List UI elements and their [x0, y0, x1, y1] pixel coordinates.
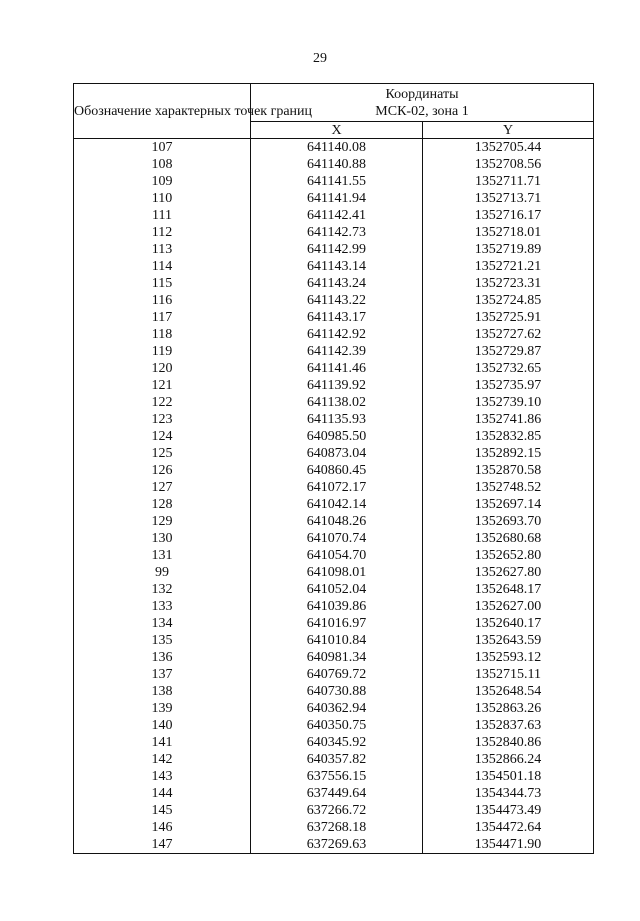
- y-coordinate-cell: 1352705.44: [423, 139, 594, 157]
- table-row: [74, 258, 594, 275]
- y-coordinate-cell: 1354472.64: [423, 819, 594, 836]
- point-id-cell: 127: [74, 479, 251, 496]
- coordinates-title: Координаты: [385, 86, 459, 102]
- table-row: [74, 649, 594, 666]
- y-coordinate-cell: 1352708.56: [423, 156, 594, 173]
- point-id-cell: 123: [74, 411, 251, 428]
- table-row: [74, 768, 594, 785]
- point-id-cell: 145: [74, 802, 251, 819]
- point-id-cell: 111: [74, 207, 251, 224]
- point-id-cell: 109: [74, 173, 251, 190]
- x-coordinate-cell: 641140.88: [251, 156, 423, 173]
- x-coordinate-cell: 641142.73: [251, 224, 423, 241]
- x-coordinate-cell: 641135.93: [251, 411, 423, 428]
- y-coordinate-cell: 1352739.10: [423, 394, 594, 411]
- table-row: [74, 190, 594, 207]
- x-coordinate-cell: 640985.50: [251, 428, 423, 445]
- table-row: [74, 683, 594, 700]
- point-id-cell: 113: [74, 241, 251, 258]
- x-coordinate-cell: 637268.18: [251, 819, 423, 836]
- x-coordinate-cell: 640345.92: [251, 734, 423, 751]
- point-id-cell: 114: [74, 258, 251, 275]
- table-row: [74, 700, 594, 717]
- x-coordinate-cell: 641054.70: [251, 547, 423, 564]
- y-coordinate-cell: 1352870.58: [423, 462, 594, 479]
- y-coordinate-cell: 1354344.73: [423, 785, 594, 802]
- y-column-header: Y: [423, 122, 594, 139]
- table-row: [74, 462, 594, 479]
- x-coordinate-cell: 641140.08: [251, 139, 423, 157]
- x-coordinate-cell: 640357.82: [251, 751, 423, 768]
- y-coordinate-cell: 1352729.87: [423, 343, 594, 360]
- point-id-cell: 147: [74, 836, 251, 854]
- table-row: [74, 224, 594, 241]
- table-row: [74, 207, 594, 224]
- point-id-cell: 129: [74, 513, 251, 530]
- point-id-cell: 141: [74, 734, 251, 751]
- table-row: [74, 156, 594, 173]
- coordinate-system: МСК-02, зона 1: [375, 103, 469, 119]
- table-row: [74, 615, 594, 632]
- point-id-cell: 142: [74, 751, 251, 768]
- point-id-cell: 119: [74, 343, 251, 360]
- y-coordinate-cell: 1352732.65: [423, 360, 594, 377]
- y-coordinate-cell: 1354471.90: [423, 836, 594, 854]
- y-coordinate-cell: 1352627.80: [423, 564, 594, 581]
- table-row: [74, 785, 594, 802]
- y-coordinate-cell: 1352725.91: [423, 309, 594, 326]
- x-coordinate-cell: 641016.97: [251, 615, 423, 632]
- y-coordinate-cell: 1352640.17: [423, 615, 594, 632]
- point-id-cell: 138: [74, 683, 251, 700]
- table-row: [74, 513, 594, 530]
- x-coordinate-cell: 641142.39: [251, 343, 423, 360]
- point-id-cell: 143: [74, 768, 251, 785]
- table-row: [74, 581, 594, 598]
- x-coordinate-cell: 640362.94: [251, 700, 423, 717]
- table-row: [74, 734, 594, 751]
- point-id-cell: 140: [74, 717, 251, 734]
- y-coordinate-cell: 1352648.54: [423, 683, 594, 700]
- y-coordinate-cell: 1352727.62: [423, 326, 594, 343]
- y-coordinate-cell: 1352721.21: [423, 258, 594, 275]
- point-id-cell: 136: [74, 649, 251, 666]
- x-coordinate-cell: 640873.04: [251, 445, 423, 462]
- point-id-cell: 125: [74, 445, 251, 462]
- point-id-cell: 118: [74, 326, 251, 343]
- x-coordinate-cell: 641070.74: [251, 530, 423, 547]
- table-row: [74, 139, 594, 157]
- y-coordinate-cell: 1352593.12: [423, 649, 594, 666]
- point-id-cell: 107: [74, 139, 251, 157]
- y-coordinate-cell: 1352832.85: [423, 428, 594, 445]
- y-coordinate-cell: 1352837.63: [423, 717, 594, 734]
- y-coordinate-cell: 1352718.01: [423, 224, 594, 241]
- table-row: [74, 819, 594, 836]
- table-row: [74, 802, 594, 819]
- point-id-cell: 144: [74, 785, 251, 802]
- table-row: [74, 360, 594, 377]
- x-coordinate-cell: 641142.92: [251, 326, 423, 343]
- y-coordinate-cell: 1354501.18: [423, 768, 594, 785]
- coordinates-table: [73, 83, 594, 854]
- point-id-cell: 124: [74, 428, 251, 445]
- y-coordinate-cell: 1354473.49: [423, 802, 594, 819]
- point-id-cell: 122: [74, 394, 251, 411]
- table-row: [74, 445, 594, 462]
- x-coordinate-cell: 637449.64: [251, 785, 423, 802]
- table-row: [74, 496, 594, 513]
- x-coordinate-cell: 641048.26: [251, 513, 423, 530]
- x-coordinate-cell: 641141.94: [251, 190, 423, 207]
- x-coordinate-cell: 641142.41: [251, 207, 423, 224]
- x-coordinate-cell: 641052.04: [251, 581, 423, 598]
- point-id-cell: 112: [74, 224, 251, 241]
- x-coordinate-cell: 640981.34: [251, 649, 423, 666]
- point-id-cell: 121: [74, 377, 251, 394]
- table-row: [74, 666, 594, 683]
- table-row: [74, 309, 594, 326]
- point-id-cell: 134: [74, 615, 251, 632]
- table-row: [74, 241, 594, 258]
- y-coordinate-cell: 1352892.15: [423, 445, 594, 462]
- point-id-cell: 135: [74, 632, 251, 649]
- point-designation-header: Обозначение характерных точек границ: [74, 84, 251, 139]
- point-id-cell: 110: [74, 190, 251, 207]
- table-row: [74, 292, 594, 309]
- table-row: [74, 326, 594, 343]
- y-coordinate-cell: 1352741.86: [423, 411, 594, 428]
- point-id-cell: 108: [74, 156, 251, 173]
- y-coordinate-cell: 1352652.80: [423, 547, 594, 564]
- x-coordinate-cell: 641138.02: [251, 394, 423, 411]
- x-coordinate-cell: 641142.99: [251, 241, 423, 258]
- point-id-cell: 146: [74, 819, 251, 836]
- table-row: [74, 564, 594, 581]
- x-coordinate-cell: 641143.24: [251, 275, 423, 292]
- y-coordinate-cell: 1352697.14: [423, 496, 594, 513]
- x-coordinate-cell: 641143.17: [251, 309, 423, 326]
- table-row: [74, 377, 594, 394]
- x-coordinate-cell: 641039.86: [251, 598, 423, 615]
- y-coordinate-cell: 1352627.00: [423, 598, 594, 615]
- x-coordinate-cell: 641098.01: [251, 564, 423, 581]
- table-row: [74, 343, 594, 360]
- y-coordinate-cell: 1352724.85: [423, 292, 594, 309]
- table-row: [74, 836, 594, 854]
- table-row: [74, 411, 594, 428]
- y-coordinate-cell: 1352840.86: [423, 734, 594, 751]
- table-row: [74, 547, 594, 564]
- x-coordinate-cell: 640769.72: [251, 666, 423, 683]
- point-id-cell: 139: [74, 700, 251, 717]
- x-coordinate-cell: 640350.75: [251, 717, 423, 734]
- y-coordinate-cell: 1352748.52: [423, 479, 594, 496]
- table-body: [74, 139, 594, 854]
- x-coordinate-cell: 641141.46: [251, 360, 423, 377]
- x-coordinate-cell: 641139.92: [251, 377, 423, 394]
- point-id-cell: 132: [74, 581, 251, 598]
- table-row: [74, 632, 594, 649]
- y-coordinate-cell: 1352693.70: [423, 513, 594, 530]
- x-coordinate-cell: 641141.55: [251, 173, 423, 190]
- y-coordinate-cell: 1352866.24: [423, 751, 594, 768]
- y-coordinate-cell: 1352716.17: [423, 207, 594, 224]
- x-coordinate-cell: 641010.84: [251, 632, 423, 649]
- table-row: [74, 598, 594, 615]
- x-coordinate-cell: 637266.72: [251, 802, 423, 819]
- point-id-cell: 130: [74, 530, 251, 547]
- table-row: [74, 394, 594, 411]
- page-number: 29: [313, 51, 327, 66]
- x-coordinate-cell: 641042.14: [251, 496, 423, 513]
- x-coordinate-cell: 641143.14: [251, 258, 423, 275]
- point-id-cell: 131: [74, 547, 251, 564]
- y-coordinate-cell: 1352648.17: [423, 581, 594, 598]
- table-row: [74, 530, 594, 547]
- y-coordinate-cell: 1352723.31: [423, 275, 594, 292]
- y-coordinate-cell: 1352711.71: [423, 173, 594, 190]
- table-row: [74, 428, 594, 445]
- table-row: [74, 717, 594, 734]
- y-coordinate-cell: 1352643.59: [423, 632, 594, 649]
- point-id-cell: 133: [74, 598, 251, 615]
- table-header: [74, 84, 594, 139]
- y-coordinate-cell: 1352680.68: [423, 530, 594, 547]
- point-id-cell: 126: [74, 462, 251, 479]
- y-coordinate-cell: 1352713.71: [423, 190, 594, 207]
- table-row: [74, 479, 594, 496]
- table-row: [74, 751, 594, 768]
- point-id-cell: 99: [74, 564, 251, 581]
- point-id-cell: 117: [74, 309, 251, 326]
- y-coordinate-cell: 1352719.89: [423, 241, 594, 258]
- x-coordinate-cell: 640860.45: [251, 462, 423, 479]
- y-coordinate-cell: 1352863.26: [423, 700, 594, 717]
- table-row: [74, 275, 594, 292]
- point-id-cell: 120: [74, 360, 251, 377]
- point-id-cell: 137: [74, 666, 251, 683]
- x-coordinate-cell: 641143.22: [251, 292, 423, 309]
- point-id-cell: 128: [74, 496, 251, 513]
- point-id-cell: 115: [74, 275, 251, 292]
- point-id-cell: 116: [74, 292, 251, 309]
- x-coordinate-cell: 640730.88: [251, 683, 423, 700]
- table-row: [74, 173, 594, 190]
- y-coordinate-cell: 1352715.11: [423, 666, 594, 683]
- y-coordinate-cell: 1352735.97: [423, 377, 594, 394]
- x-column-header: X: [251, 122, 423, 139]
- x-coordinate-cell: 637556.15: [251, 768, 423, 785]
- x-coordinate-cell: 637269.63: [251, 836, 423, 854]
- x-coordinate-cell: 641072.17: [251, 479, 423, 496]
